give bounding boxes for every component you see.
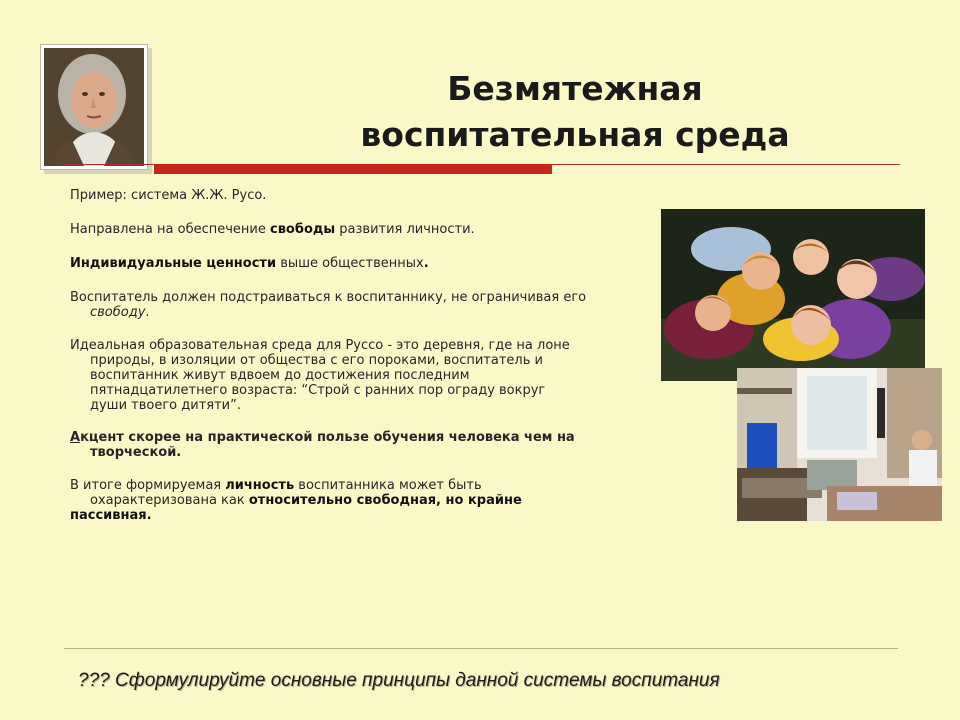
text-line: природы, в изоляции от общества с его пороками, воспитатель и (90, 353, 543, 368)
text-fragment: воспитанника может быть (294, 478, 482, 493)
text-line: души твоего дитяти”. (90, 398, 241, 413)
title-divider-bar (154, 164, 552, 174)
portrait-image (40, 44, 148, 170)
text-line: пятнадцатилетнего возраста: “Строй с ранних пор ограду вокруг (90, 383, 546, 398)
paragraph-ideal-environment (70, 338, 660, 413)
title-line-2: воспитательная среда (360, 115, 790, 154)
bottom-divider (64, 648, 898, 649)
text-fragment: выше общественных (276, 256, 424, 271)
text-italic: свободу (90, 305, 146, 320)
paragraph-example (70, 188, 660, 203)
paragraph-example-text: Пример: система Ж.Ж. Русо. (70, 188, 267, 203)
text-fragment: охарактеризована как (90, 493, 249, 508)
text-line: Идеальная образовательная среда для Руссо - это деревня, где на лоне (70, 338, 570, 353)
text-fragment: . (145, 305, 150, 320)
paragraph-accent (70, 430, 650, 460)
text-bold: пассивная. (70, 508, 152, 523)
text-fragment: В итоге формируемая (70, 478, 226, 493)
paragraph-freedom (70, 222, 660, 237)
paragraph-values (70, 256, 660, 271)
portrait-illustration (44, 48, 144, 166)
paragraph-educator (70, 290, 660, 320)
text-bold: свободы (270, 222, 336, 237)
text-bold: относительно свободная, но крайне (248, 493, 522, 508)
text-bold: . (423, 256, 429, 271)
discussion-question: ??? Сформулируйте основные принципы данной системы воспитания (78, 670, 720, 691)
text-underlined: А (70, 430, 81, 445)
room-photo (737, 368, 942, 521)
text-bold: Индивидуальные ценности (70, 256, 277, 271)
text-fragment: развития личности. (335, 222, 475, 237)
text-fragment: Направлена на обеспечение (70, 222, 270, 237)
text-fragment: кцент скорее на практической пользе обучения человека чем на (80, 430, 575, 445)
text-bold: личность (225, 478, 295, 493)
text-fragment: Воспитатель должен подстраиваться к воспитаннику, не ограничивая его (70, 290, 587, 305)
children-photo (661, 209, 925, 381)
text-line: творческой. (90, 445, 182, 460)
slide-title (300, 66, 850, 158)
text-line: воспитанник живут вдвоем до достижения последним (90, 368, 470, 383)
paragraph-conclusion (70, 478, 610, 523)
title-line-1: Безмятежная (447, 69, 703, 108)
